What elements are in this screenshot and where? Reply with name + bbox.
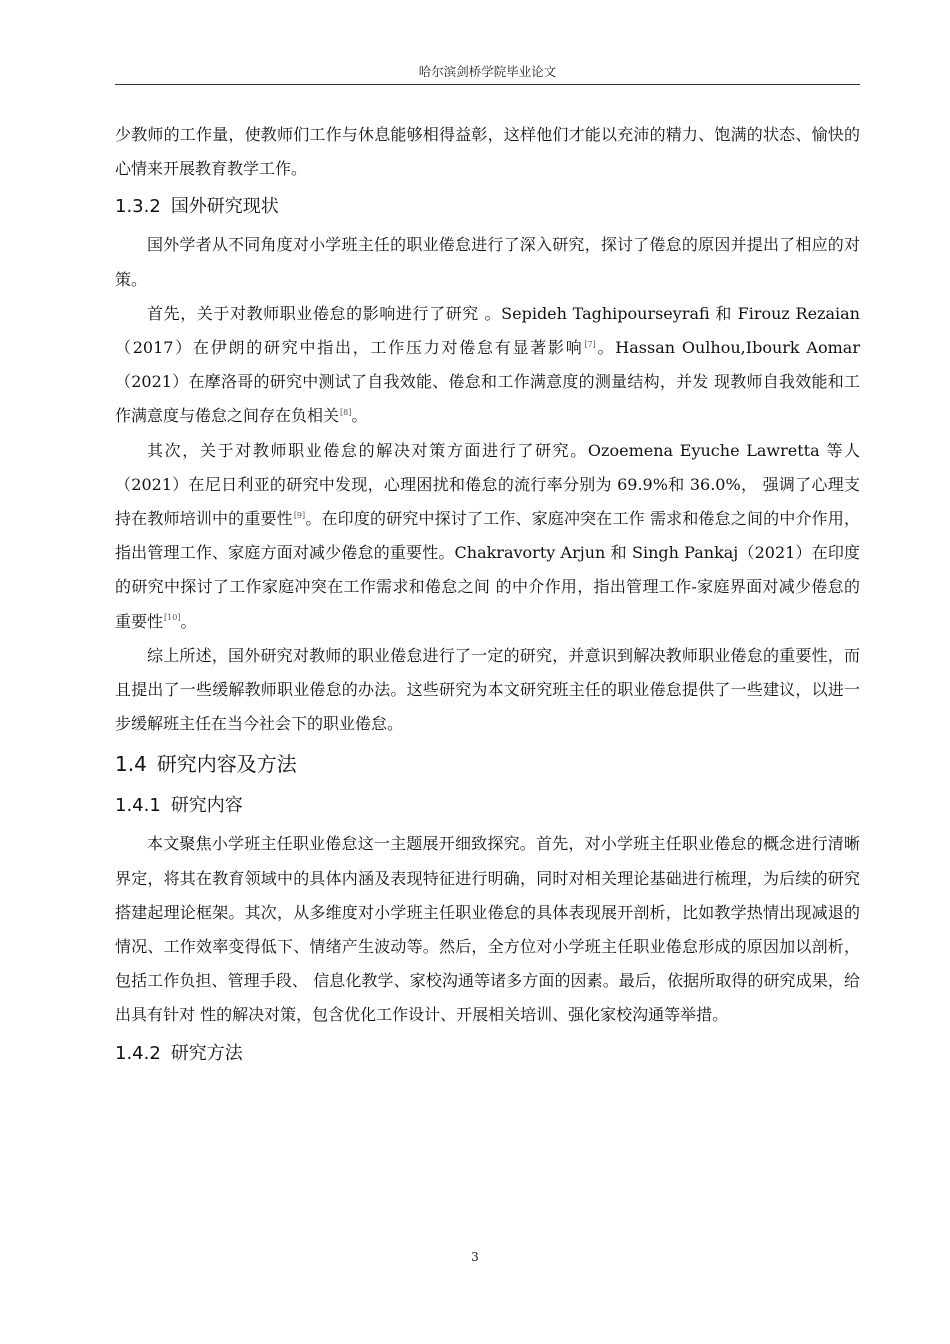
paragraph-research-content: 本文聚焦小学班主任职业倦怠这一主题展开细致探究。首先，对小学班主任职业倦怠的概念进行清晰界定，将其在教育领域中的具体内涵及表现特征进行明确，同时对相关理论基础进行梳理，为后续的研究搭建起理论框架。其次，从多维度对小学班主任职业倦怠的具体表现展开剖析，比如教学热情出现减退的情况、工作效率变得低下、情绪产生波动等。然后，全方位对小学班主任职业倦怠形成的原因加以剖析，包括工作负担、管理手段、 信息化教学、家校沟通等诸多方面的因素。最后，依据所取得的研究成果，给出具有针对 性的解决对策，包含优化工作设计、开展相关培训、强化家校沟通等举措。 (115, 834, 860, 1025)
section-number: 1.4.1 (115, 795, 161, 817)
paragraph-continuation: 少教师的工作量，使教师们工作与休息能够相得益彰，这样他们才能以充沛的精力、饱满的状态、愉快的心情来开展教育教学工作。 (115, 125, 860, 179)
paragraph-text: 。 (180, 611, 197, 631)
citation-8: [8] (340, 408, 352, 418)
paragraph-text: 首先，关于对教师职业倦怠的影响进行了研究 。Sepideh Taghipourseyrafi 和 Firouz Rezaian（2017）在伊朗的研究中指出，工作压力对倦怠有显著影响 (115, 303, 860, 358)
citation-9: [9] (293, 510, 306, 520)
header-divider (115, 84, 860, 85)
section-number: 1.4.2 (115, 1042, 161, 1064)
page-number: 3 (471, 1250, 479, 1264)
section-heading-1-4-2 (115, 1035, 860, 1073)
section-title: 研究方法 (170, 1042, 243, 1064)
paragraph-second (115, 434, 860, 639)
page-body (115, 118, 860, 1075)
section-heading-1-4-1 (115, 787, 860, 825)
section-title: 研究内容 (170, 795, 243, 817)
running-header: 哈尔滨剑桥学院毕业论文 (418, 64, 557, 79)
paragraph-text: 其次，关于对教师职业倦怠的解决对策方面进行了研究。Ozoemena Eyuche Lawretta 等人（2021）在尼日利亚的研究中发现，心理困扰和倦怠的流行率分别为 69.9%和 36.0%， 强调了心理支持在教师培训中的重要性 (115, 440, 860, 529)
paragraph-intro: 国外学者从不同角度对小学班主任的职业倦怠进行了深入研究，探讨了倦怠的原因并提出了相应的对策。 (115, 235, 860, 289)
section-heading-1-3-2 (115, 188, 860, 226)
section-number: 1.3.2 (115, 196, 161, 218)
citation-7: [7] (584, 339, 596, 349)
paragraph-text: 。在印度的研究中探讨了工作、家庭冲突在工作 需求和倦怠之间的中介作用，指出管理工作、家庭方面对减少倦怠的重要性。Chakravorty Arjun 和 Singh Pankaj（2021）在印度的研究中探讨了工作家庭冲突在工作需求和倦怠之间 的中介作用，指出管理工作-家庭界面对减少倦怠的重要性 (115, 509, 860, 631)
citation-10: [10] (164, 613, 181, 623)
section-number: 1.4 (115, 752, 147, 777)
section-title: 研究内容及方法 (156, 752, 297, 777)
section-heading-1-4 (115, 743, 860, 785)
paragraph-summary: 综上所述，国外研究对教师的职业倦怠进行了一定的研究，并意识到解决教师职业倦怠的重要性，而且提出了一些缓解教师职业倦怠的办法。这些研究为本文研究班主任的职业倦怠提供了一些建议，以进一步缓解班主任在当今社会下的职业倦怠。 (115, 645, 860, 734)
paragraph-first (115, 297, 860, 434)
paragraph-text: 。Hassan Oulhou,Ibourk Aomar（2021）在摩洛哥的研究中测试了自我效能、倦怠和工作满意度的测量结构，并发 现教师自我效能和工作满意度与倦怠之间存在负相关 (115, 338, 860, 426)
section-title: 国外研究现状 (170, 196, 279, 218)
paragraph-text: 。 (351, 406, 368, 426)
